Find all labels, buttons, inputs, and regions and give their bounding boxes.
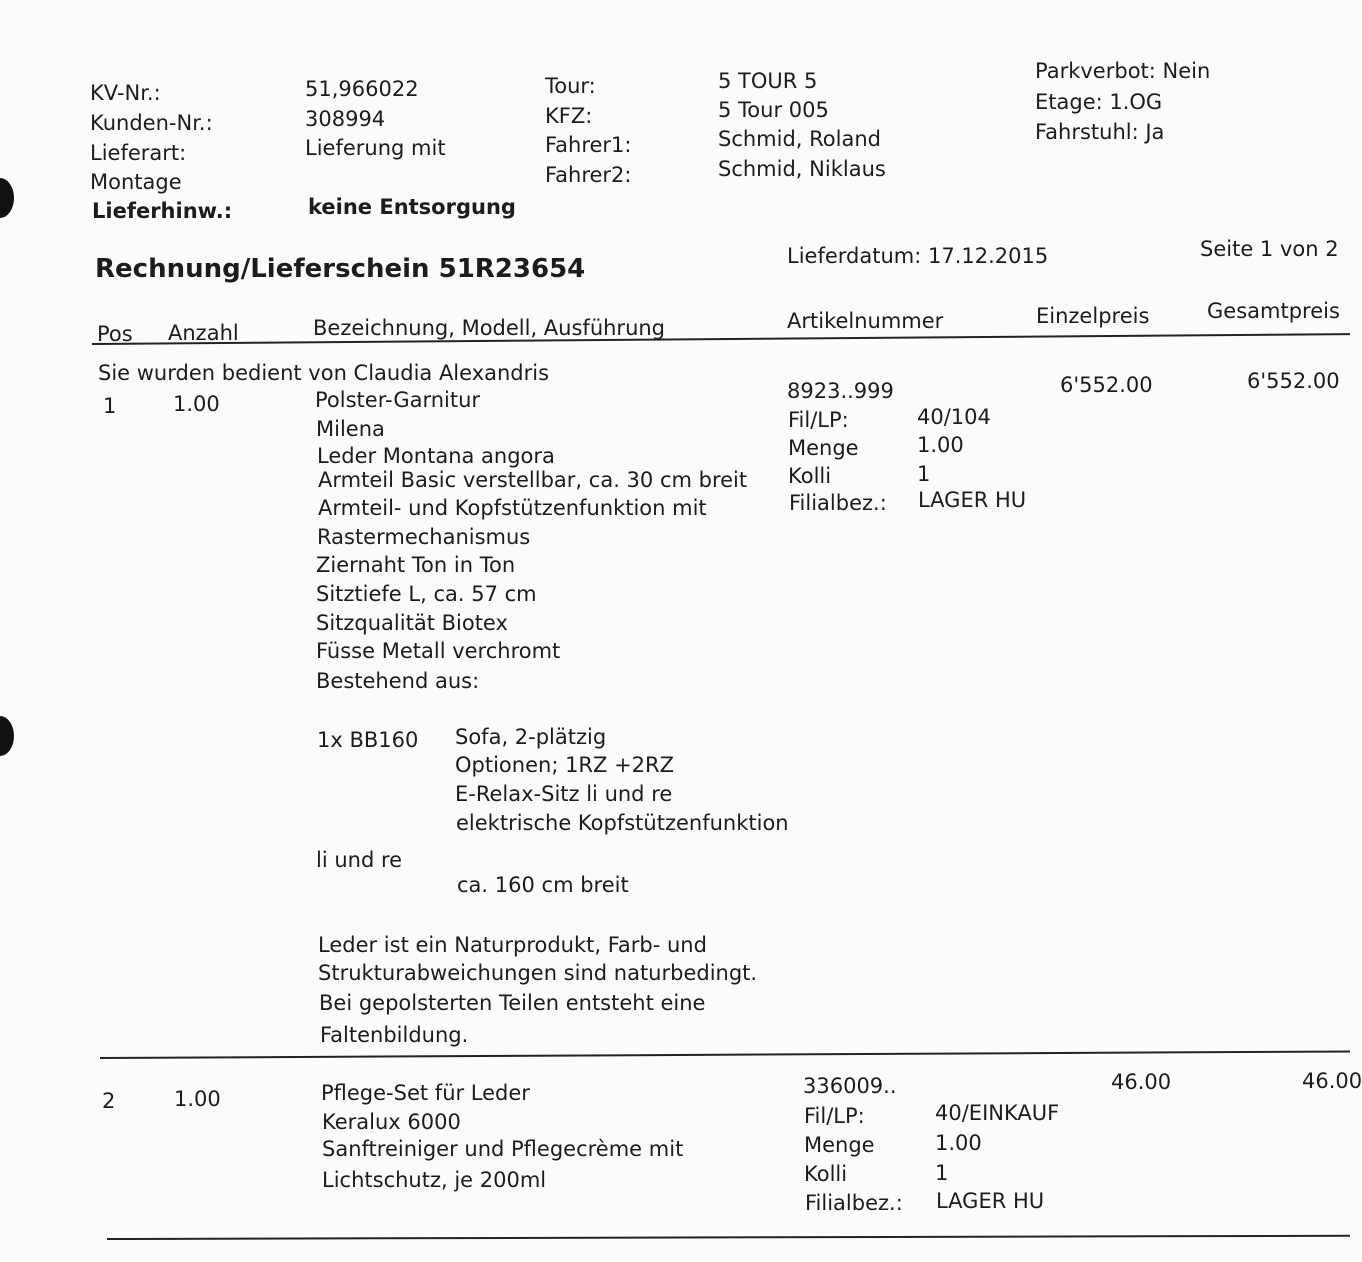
parkverbot: Parkverbot: Nein	[1035, 59, 1211, 83]
header-divider	[92, 333, 1350, 345]
item2-menge-value: 1.00	[935, 1131, 982, 1155]
item1-gesamtpreis: 6'552.00	[1247, 369, 1340, 393]
item1-artikelnummer: 8923..999	[787, 379, 894, 403]
document-title: Rechnung/Lieferschein 51R23654	[95, 254, 586, 284]
item2-pos: 2	[102, 1089, 116, 1113]
fahrer1-label: Fahrer1:	[545, 133, 632, 157]
lieferart-label: Lieferart:	[90, 141, 187, 165]
item-divider	[100, 1050, 1350, 1059]
tour-value: 5 TOUR 5	[718, 69, 818, 93]
item1-note-line: Faltenbildung.	[320, 1023, 469, 1047]
item2-fil-label: Fil/LP:	[804, 1104, 865, 1128]
item2-filialbez-label: Filialbez.:	[805, 1191, 903, 1215]
col-bezeichnung: Bezeichnung, Modell, Ausführung	[313, 316, 666, 340]
punch-hole-bottom	[0, 716, 14, 756]
item1-desc-line: Rastermechanismus	[317, 525, 531, 549]
col-gesamtpreis: Gesamtpreis	[1207, 299, 1340, 323]
item2-desc-line: Keralux 6000	[322, 1110, 461, 1134]
tour-label: Tour:	[545, 74, 596, 98]
lieferdatum: Lieferdatum: 17.12.2015	[787, 244, 1049, 268]
item1-kolli-value: 1	[917, 462, 931, 486]
hinweis-label: Lieferhinw.:	[92, 199, 233, 223]
item2-desc-line: Pflege-Set für Leder	[321, 1081, 530, 1105]
item2-artikelnummer: 336009..	[803, 1074, 897, 1098]
item1-desc-line: Leder Montana angora	[317, 444, 555, 468]
item1-filialbez-value: LAGER HU	[918, 488, 1027, 512]
item2-anzahl: 1.00	[174, 1087, 221, 1111]
item1-note-line: Bei gepolsterten Teilen entsteht eine	[319, 991, 706, 1015]
lieferart-cont: Montage	[90, 170, 182, 194]
item2-kolli-label: Kolli	[804, 1162, 848, 1186]
item2-fil-value: 40/EINKAUF	[935, 1101, 1060, 1125]
item1-einzelpreis: 6'552.00	[1060, 373, 1153, 397]
item2-desc-line: Sanftreiniger und Pflegecrème mit	[322, 1137, 684, 1161]
item1-sub-desc-line: E-Relax-Sitz li und re	[455, 782, 673, 806]
item1-sub-desc-line: Optionen; 1RZ +2RZ	[455, 753, 675, 777]
item1-desc-line: Sitztiefe L, ca. 57 cm	[316, 582, 537, 606]
etage: Etage: 1.OG	[1035, 90, 1163, 114]
fahrstuhl: Fahrstuhl: Ja	[1035, 120, 1165, 144]
hinweis-value: keine Entsorgung	[308, 195, 516, 219]
kunden-label: Kunden-Nr.:	[90, 111, 213, 135]
item1-fil-value: 40/104	[917, 405, 991, 429]
item1-menge-label: Menge	[788, 436, 859, 460]
item1-anzahl: 1.00	[173, 392, 220, 416]
item2-desc-line: Lichtschutz, je 200ml	[322, 1168, 547, 1192]
item1-desc-line: Armteil Basic verstellbar, ca. 30 cm breit	[318, 468, 748, 492]
kfz-label: KFZ:	[545, 104, 593, 128]
item1-desc-line: Polster-Garnitur	[315, 388, 481, 412]
item1-fil-label: Fil/LP:	[788, 408, 849, 432]
item2-einzelpreis: 46.00	[1111, 1070, 1172, 1094]
item1-sub-code: 1x BB160	[317, 728, 419, 752]
item1-filialbez-label: Filialbez.:	[789, 491, 887, 515]
item1-desc-line: Bestehend aus:	[316, 669, 480, 693]
item2-kolli-value: 1	[935, 1161, 949, 1185]
item1-sub-width: ca. 160 cm breit	[457, 873, 629, 897]
page-counter: Seite 1 von 2	[1200, 237, 1339, 261]
item1-menge-value: 1.00	[917, 433, 964, 457]
item1-desc-line: Füsse Metall verchromt	[316, 639, 561, 663]
item2-menge-label: Menge	[804, 1133, 875, 1157]
col-einzelpreis: Einzelpreis	[1036, 304, 1150, 328]
fahrer2-label: Fahrer2:	[545, 163, 632, 187]
item1-note-line: Leder ist ein Naturprodukt, Farb- und	[318, 933, 707, 957]
item1-desc-line: Sitzqualität Biotex	[316, 611, 508, 635]
fahrer1-value: Schmid, Roland	[718, 127, 881, 151]
item1-note-line: Strukturabweichungen sind naturbedingt.	[318, 961, 758, 985]
item1-sub-cont: li und re	[316, 848, 403, 872]
item1-sub-desc-line: Sofa, 2-plätzig	[455, 725, 607, 749]
item2-filialbez-value: LAGER HU	[936, 1189, 1045, 1213]
item1-pos: 1	[103, 394, 117, 418]
item1-kolli-label: Kolli	[788, 464, 832, 488]
kfz-value: 5 Tour 005	[718, 98, 829, 122]
col-pos: Pos	[97, 322, 133, 346]
item-divider	[107, 1235, 1350, 1240]
kv-value: 51,966022	[305, 77, 419, 101]
fahrer2-value: Schmid, Niklaus	[718, 157, 886, 181]
item2-gesamtpreis: 46.00	[1302, 1069, 1362, 1093]
col-anzahl: Anzahl	[168, 321, 239, 345]
kunden-value: 308994	[305, 107, 386, 131]
lieferart-value: Lieferung mit	[305, 136, 446, 160]
item1-sub-desc-line: elektrische Kopfstützenfunktion	[456, 811, 789, 835]
item1-desc-line: Milena	[316, 417, 385, 441]
col-artikelnummer: Artikelnummer	[787, 309, 944, 333]
kv-label: KV-Nr.:	[90, 81, 161, 105]
item1-desc-line: Armteil- und Kopfstützenfunktion mit	[318, 496, 707, 520]
punch-hole-top	[0, 178, 14, 218]
item1-desc-line: Ziernaht Ton in Ton	[316, 553, 516, 577]
served-by: Sie wurden bedient von Claudia Alexandris	[98, 361, 550, 385]
